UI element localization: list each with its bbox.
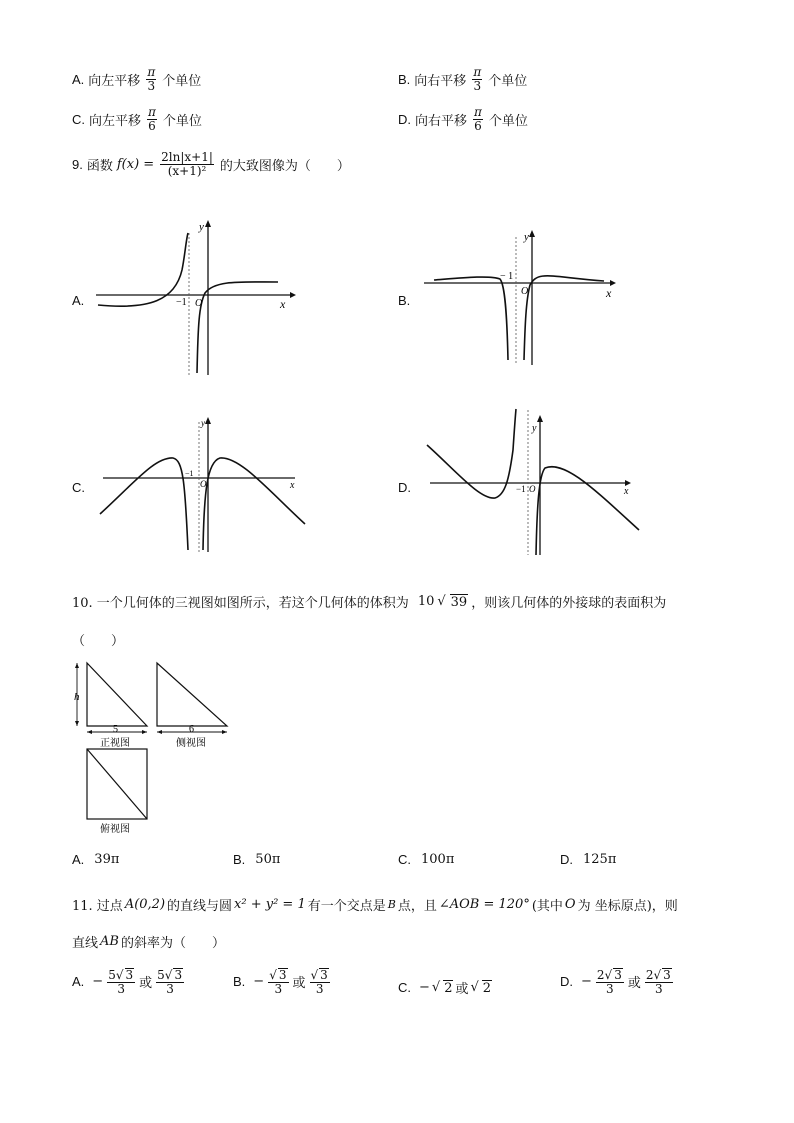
volume-coef: 10 [417,594,435,609]
q11-option-b[interactable] [233,968,332,995]
graph-d[interactable] [425,405,645,560]
stem-text: 的斜率为（ ） [120,936,225,951]
stem-text: 函数 [86,158,113,174]
fraction: $\frac{\pi}{3}$ [473,65,482,93]
or-word: 或 [455,982,469,997]
minus-sign: − [253,974,265,990]
q8-option-a[interactable] [72,66,201,92]
minus-sign: − [419,980,430,995]
minus-sign: − [581,974,592,990]
stem-text: 10. 一个几何体的三视图如图所示，若这个几何体的体积为 [72,596,409,611]
option-value: 100π [421,852,455,867]
stem-text: 的大致图像为（ ） [219,158,350,174]
graph-b[interactable] [420,225,620,370]
fraction: $\frac{√ 3}{3}$ [269,968,287,996]
option-letter: B. [398,71,411,87]
option-letter: A. [72,71,85,87]
origin-label: O [529,484,536,494]
option-text: 个单位 [488,73,528,89]
fraction: $\frac{2√ 3}{3}$ [596,968,622,996]
front-width-label: 5 [113,724,118,735]
side-width-label: 6 [189,724,194,735]
origin-symbol: O [564,897,576,912]
graph-a[interactable] [90,215,300,380]
curve-right [536,467,639,555]
option-text: 个单位 [162,113,202,129]
q8-option-d[interactable] [398,106,528,132]
line-ab: AB [100,934,119,949]
x-axis-arrow [290,292,296,298]
option-text: 向左平移 [88,73,141,89]
stem-text: ，则该几何体的外接球的表面积为 [471,596,667,611]
q9-option-c-letter[interactable]: C. [72,480,85,495]
fraction: $\frac{2√ 3}{3}$ [645,968,671,996]
q11-option-d[interactable] [560,968,675,995]
q8-option-b[interactable] [398,66,527,92]
option-value: 50π [255,852,281,867]
x-label: x [624,486,629,497]
volume-radicand: 39 [450,594,468,610]
option-value: 39π [94,852,120,867]
option-letter: C. [398,852,411,867]
curve-left [100,458,188,550]
stem-text: 点，且 [397,899,437,914]
curve-left [434,277,508,360]
q9-option-a-letter[interactable]: A. [72,293,85,308]
question-number: 9. [72,156,83,172]
fraction: $\frac{√ 3}{3}$ [310,968,328,996]
curve-left [427,409,516,498]
option-letter: C. [72,111,85,127]
x-label: x [290,480,295,491]
stem-text: 直线 [72,936,99,951]
circle-equation: x² + y² = 1 [234,897,306,912]
top-view-diagonal [87,749,147,819]
option-text: 向右平移 [414,73,467,89]
top-view-label: 俯视图 [100,824,130,835]
stem-text: 为 坐标原点)，则 [577,899,678,914]
y-axis-arrow [205,417,211,424]
or-word: 或 [139,976,153,992]
tick-label: −1 [176,297,187,308]
q10-option-c[interactable] [398,852,454,867]
fraction: $\frac{\pi}{3}$ [147,65,156,93]
stem-text: (其中 [531,899,563,914]
option-letter: C. [398,980,411,995]
point-a: A(0,2) [124,897,166,912]
tick-label: −1 [185,469,194,478]
origin-label: O [521,286,529,297]
y-axis-arrow [537,415,543,422]
radicand: 2 [482,980,492,996]
stem-text: 11. 过点 [72,899,123,914]
x-label: x [606,286,612,300]
option-letter: D. [560,974,573,990]
option-text: 个单位 [488,113,528,129]
side-view [157,663,227,726]
q10-answer-paren: （ ） [72,634,125,649]
three-views-figure [72,660,242,840]
angle-expression: ∠AOB = 120° [438,897,530,912]
or-word: 或 [627,976,641,992]
radicand: 2 [444,980,453,996]
option-text: 向左平移 [89,113,142,129]
option-text: 个单位 [162,73,202,89]
front-view [87,663,147,726]
fraction: $\frac{5√ 3}{3}$ [108,968,134,996]
function-fraction: $\frac{2\ln|x+1|}{\text{(x+1)²}}$ [161,150,213,178]
stem-text: 的直线与圆 [167,899,233,914]
q10-stem: 10. 一个几何体的三视图如图所示，若这个几何体的体积为 10 √ 39 ，则该几何体的外接球的表面积为 [72,594,667,611]
y-axis-arrow [205,220,211,227]
fraction: $\frac{\pi}{6}$ [474,105,482,133]
front-view-label: 正视图 [100,738,130,749]
y-label: y [524,231,529,243]
q9-option-b-letter[interactable]: B. [398,293,411,308]
option-value: 125π [583,852,617,867]
option-letter: D. [398,111,411,127]
option-text: 向右平移 [415,113,468,129]
fraction: $\frac{\pi}{6}$ [148,105,156,133]
option-letter: A. [72,852,85,867]
q10-option-a[interactable] [72,852,119,867]
height-label: h [74,691,80,703]
origin-label: O [200,479,207,489]
q11-stem-line1 [72,895,678,914]
x-label: x [280,297,286,311]
curve-right [524,276,604,360]
q10-option-d[interactable] [560,852,616,867]
q10-option-b[interactable] [233,852,280,867]
q11-stem-line2 [72,932,225,951]
q11-option-a[interactable] [72,968,186,995]
stem-text: 有一个交点是 [307,899,386,914]
option-letter: B. [233,852,246,867]
curve-right [203,458,305,550]
q8-option-c[interactable] [72,106,202,132]
option-letter: B. [233,974,246,990]
function-name: f(x) = [116,156,155,172]
option-letter: A. [72,974,85,990]
y-axis-arrow [529,230,535,237]
point-b: B [387,898,396,911]
option-letter: D. [560,852,573,867]
y-label: y [201,418,205,428]
minus-sign: − [92,974,104,990]
y-label: y [532,423,537,434]
q11-option-c[interactable]: C. − √ 2 或 √ 2 [398,980,492,997]
graph-c[interactable] [95,412,310,557]
origin-label: O [195,298,203,309]
q9-stem [72,151,350,177]
y-label: y [199,221,204,233]
or-word: 或 [292,976,306,992]
q9-option-d-letter[interactable]: D. [398,480,411,495]
tick-label: − 1 [500,271,514,282]
fraction: $\frac{5√ 3}{3}$ [157,968,183,996]
side-view-label: 侧视图 [176,738,206,749]
tick-label: −1 [516,484,526,494]
